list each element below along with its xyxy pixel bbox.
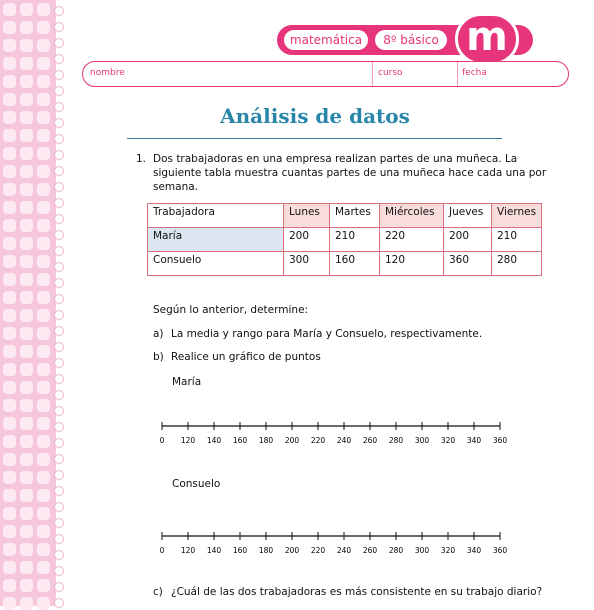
pattern-square [37, 327, 50, 340]
pattern-square [37, 597, 50, 610]
pattern-square [20, 309, 33, 322]
pattern-square [20, 381, 33, 394]
table-cell: 360 [444, 252, 492, 276]
binding-hole [54, 438, 64, 448]
table-cell: María [148, 228, 284, 252]
pattern-square [20, 345, 33, 358]
tick-label: 340 [466, 436, 482, 445]
pattern-square [20, 399, 33, 412]
tick-label: 360 [492, 436, 508, 445]
table-cell: 210 [330, 228, 380, 252]
pattern-square [37, 381, 50, 394]
tick-label: 180 [258, 436, 274, 445]
item-text: ¿Cuál de las dos trabajadoras es más consistente en su trabajo diario? [171, 586, 543, 598]
binding-hole [54, 166, 64, 176]
tick-label: 160 [232, 546, 248, 555]
pattern-square [20, 417, 33, 430]
table-cell: Consuelo [148, 252, 284, 276]
pattern-square [37, 165, 50, 178]
pattern-square [37, 111, 50, 124]
pattern-square [3, 399, 16, 412]
binding-hole [54, 470, 64, 480]
date-field: fecha [462, 68, 487, 78]
pattern-square [3, 363, 16, 376]
binding-hole [54, 182, 64, 192]
pattern-square [3, 183, 16, 196]
pattern-square [20, 57, 33, 70]
binding-hole [54, 390, 64, 400]
pattern-square [37, 273, 50, 286]
binding-hole [54, 550, 64, 560]
pattern-square [3, 129, 16, 142]
table-cell: 200 [444, 228, 492, 252]
binding-hole [54, 374, 64, 384]
binding-hole [54, 246, 64, 256]
binding-hole [54, 582, 64, 592]
number-line-label: Consuelo [172, 478, 221, 490]
pattern-square [3, 435, 16, 448]
binding-hole [54, 214, 64, 224]
binding-hole [54, 38, 64, 48]
binding-hole [54, 502, 64, 512]
tick-label: 180 [258, 546, 274, 555]
pattern-square [3, 201, 16, 214]
pattern-square [20, 273, 33, 286]
pattern-square [37, 75, 50, 88]
pattern-square [37, 525, 50, 538]
page-title: Análisis de datos [220, 104, 410, 128]
binding-hole [54, 358, 64, 368]
pattern-square [20, 75, 33, 88]
pattern-square [3, 165, 16, 178]
number-line-label: María [172, 376, 202, 388]
pattern-square [20, 255, 33, 268]
pattern-square [20, 525, 33, 538]
pattern-square [37, 453, 50, 466]
pattern-square [3, 219, 16, 232]
tick-label: 220 [310, 436, 326, 445]
tick-label: 340 [466, 546, 482, 555]
item-label: a) [153, 328, 164, 340]
item-label: b) [153, 351, 164, 363]
binding-hole [54, 262, 64, 272]
tick-label: 320 [440, 546, 456, 555]
pattern-square [37, 57, 50, 70]
pattern-square [3, 381, 16, 394]
logo: m [455, 13, 519, 65]
pattern-square [37, 507, 50, 520]
binding-hole [54, 454, 64, 464]
table-cell: 300 [284, 252, 330, 276]
binding-hole [54, 54, 64, 64]
instruction-intro: Según lo anterior, determine: [153, 304, 309, 316]
number-line-maria [150, 412, 520, 452]
pattern-square [20, 3, 33, 16]
table-cell: 280 [492, 252, 542, 276]
divider [372, 61, 373, 87]
pattern-square [37, 129, 50, 142]
pattern-square [20, 471, 33, 484]
pattern-square [3, 489, 16, 502]
pattern-square [3, 453, 16, 466]
pattern-square [20, 39, 33, 52]
tick-label: 360 [492, 546, 508, 555]
tick-label: 300 [414, 436, 430, 445]
header-cell: Martes [330, 204, 380, 228]
pattern-square [3, 57, 16, 70]
pattern-square [3, 507, 16, 520]
item-label: c) [153, 586, 163, 598]
pattern-square [37, 183, 50, 196]
pattern-square [37, 201, 50, 214]
pattern-square [3, 345, 16, 358]
course-field: curso [378, 68, 403, 78]
tick-label: 240 [336, 436, 352, 445]
pattern-square [20, 561, 33, 574]
pattern-square [37, 543, 50, 556]
tick-label: 240 [336, 546, 352, 555]
pattern-square [20, 597, 33, 610]
pattern-square [37, 399, 50, 412]
binding-hole [54, 406, 64, 416]
problem-number: 1. [136, 153, 147, 165]
tick-label: 120 [180, 546, 196, 555]
tick-label: 280 [388, 546, 404, 555]
tick-label: 220 [310, 546, 326, 555]
table-cell: 160 [330, 252, 380, 276]
table-cell: 120 [380, 252, 444, 276]
pattern-square [37, 93, 50, 106]
subject-badge: matemática [284, 30, 368, 50]
header-cell: Lunes [284, 204, 330, 228]
pattern-square [3, 75, 16, 88]
pattern-square [37, 291, 50, 304]
pattern-square [3, 3, 16, 16]
table-row [148, 252, 542, 276]
student-info-bar [82, 61, 569, 87]
pattern-square [3, 543, 16, 556]
tick-label: 160 [232, 436, 248, 445]
binding-hole [54, 278, 64, 288]
pattern-square [37, 39, 50, 52]
item-text: Realice un gráfico de puntos [171, 351, 321, 363]
pattern-square [37, 309, 50, 322]
problem-line: semana. [153, 181, 199, 193]
pattern-square [20, 201, 33, 214]
production-table [147, 203, 542, 276]
number-line-consuelo [150, 522, 520, 562]
header-cell: Jueves [444, 204, 492, 228]
pattern-square [3, 327, 16, 340]
pattern-square [20, 291, 33, 304]
pattern-square [3, 597, 16, 610]
pattern-square [20, 579, 33, 592]
pattern-square [3, 93, 16, 106]
tick-label: 260 [362, 546, 378, 555]
tick-label: 280 [388, 436, 404, 445]
header-cell: Viernes [492, 204, 542, 228]
table-cell: 210 [492, 228, 542, 252]
header-cell: Miércoles [380, 204, 444, 228]
pattern-square [20, 129, 33, 142]
pattern-square [37, 579, 50, 592]
tick-label: 200 [284, 436, 300, 445]
binding-hole [54, 294, 64, 304]
tick-label: 140 [206, 436, 222, 445]
table-header-row [148, 204, 542, 228]
binding-hole [54, 518, 64, 528]
pattern-square [3, 561, 16, 574]
binding-hole [54, 422, 64, 432]
pattern-square [20, 327, 33, 340]
pattern-square [3, 111, 16, 124]
name-field: nombre [90, 68, 125, 78]
pattern-square [37, 255, 50, 268]
tick-label: 260 [362, 436, 378, 445]
pattern-square [37, 363, 50, 376]
item-text: La media y rango para María y Consuelo, respectivamente. [171, 328, 483, 340]
pattern-square [20, 93, 33, 106]
pattern-square [20, 489, 33, 502]
pattern-square [20, 453, 33, 466]
pattern-square [3, 273, 16, 286]
tick-label: 120 [180, 436, 196, 445]
table-cell: 220 [380, 228, 444, 252]
pattern-square [37, 3, 50, 16]
pattern-square [3, 471, 16, 484]
pattern-square [37, 237, 50, 250]
pattern-square [3, 525, 16, 538]
pattern-square [37, 147, 50, 160]
grade-badge: 8º básico [375, 30, 447, 50]
binding-hole [54, 6, 64, 16]
pattern-square [20, 543, 33, 556]
binding-hole [54, 70, 64, 80]
pattern-square [3, 255, 16, 268]
tick-label: 140 [206, 546, 222, 555]
binding-hole [54, 566, 64, 576]
table-cell: 200 [284, 228, 330, 252]
pattern-square [37, 561, 50, 574]
pattern-square [37, 219, 50, 232]
divider [457, 61, 458, 87]
pattern-square [3, 417, 16, 430]
table-row [148, 228, 542, 252]
tick-label: 200 [284, 546, 300, 555]
pattern-square [20, 363, 33, 376]
binding-hole [54, 310, 64, 320]
binding-hole [54, 486, 64, 496]
pattern-square [37, 21, 50, 34]
tick-label: 0 [159, 546, 165, 555]
pattern-square [3, 579, 16, 592]
problem-line: Dos trabajadoras en una empresa realizan partes de una muñeca. La [153, 153, 518, 165]
pattern-square [37, 435, 50, 448]
pattern-square [20, 219, 33, 232]
pattern-square [37, 417, 50, 430]
binding-hole [54, 118, 64, 128]
binding-hole [54, 198, 64, 208]
binding-hole [54, 598, 64, 608]
pattern-square [20, 165, 33, 178]
pattern-square [20, 237, 33, 250]
pattern-square [3, 237, 16, 250]
pattern-square [20, 183, 33, 196]
pattern-square [37, 489, 50, 502]
binding-hole [54, 134, 64, 144]
binding-hole [54, 86, 64, 96]
problem-line: siguiente tabla muestra cuantas partes de una muñeca hace cada una por [153, 167, 547, 179]
pattern-square [20, 435, 33, 448]
binding-hole [54, 326, 64, 336]
pattern-square [37, 345, 50, 358]
pattern-square [37, 471, 50, 484]
binding-hole [54, 22, 64, 32]
pattern-square [3, 147, 16, 160]
pattern-square [20, 147, 33, 160]
pattern-square [3, 21, 16, 34]
header-cell: Trabajadora [148, 204, 284, 228]
binding-hole [54, 342, 64, 352]
pattern-square [3, 309, 16, 322]
pattern-square [20, 21, 33, 34]
title-rule [127, 138, 502, 139]
binding-hole [54, 534, 64, 544]
binding-hole [54, 102, 64, 112]
tick-label: 320 [440, 436, 456, 445]
pattern-square [20, 507, 33, 520]
decorative-border [0, 0, 56, 606]
pattern-square [3, 291, 16, 304]
tick-label: 0 [159, 436, 165, 445]
pattern-square [20, 111, 33, 124]
binding-hole [54, 150, 64, 160]
binding-hole [54, 230, 64, 240]
tick-label: 300 [414, 546, 430, 555]
pattern-square [3, 39, 16, 52]
